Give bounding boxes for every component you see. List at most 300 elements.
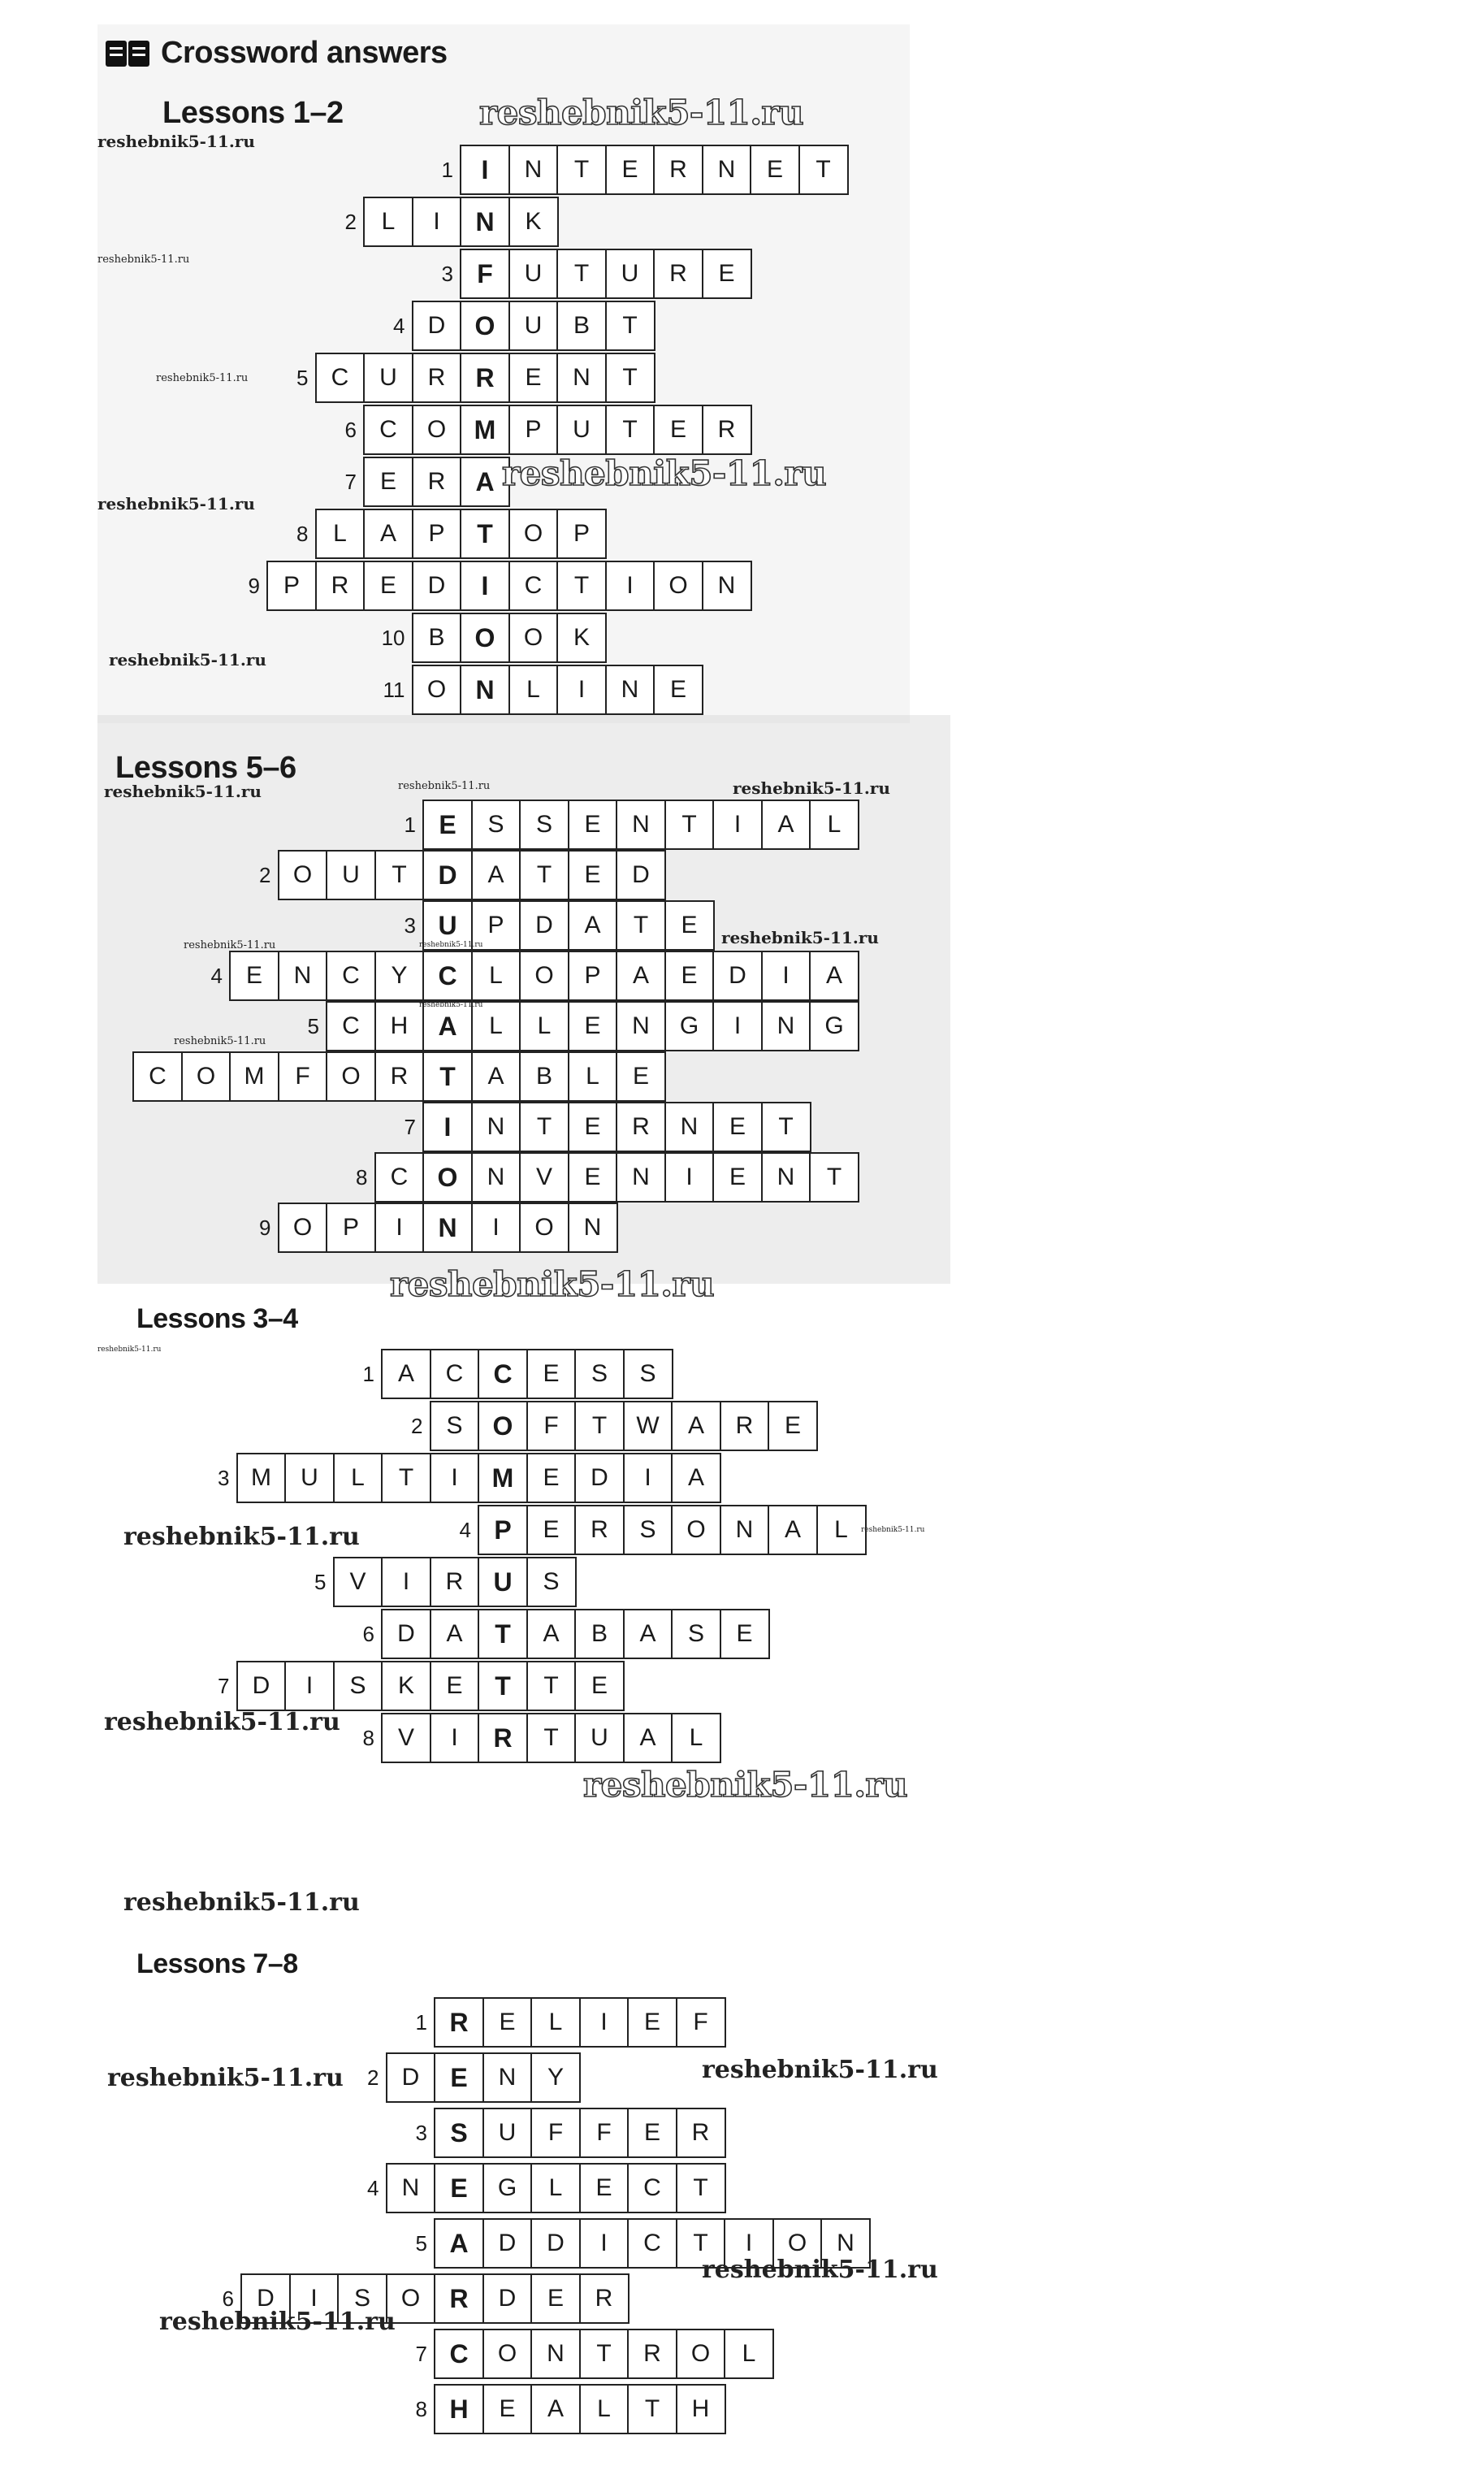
letter-cell: A [526, 1609, 577, 1659]
letter-cell: O [653, 561, 703, 611]
letter-cell: N [556, 353, 607, 403]
highlighted-letter-cell: M [478, 1453, 528, 1503]
letter-cell: C [315, 353, 366, 403]
letter-cell: D [530, 2218, 581, 2269]
clue-number: 1 [415, 2010, 427, 2035]
letter-cell: U [556, 405, 607, 455]
letter-cell: U [605, 249, 655, 299]
watermark: reshebnik5-11.ru [107, 2064, 344, 2092]
letter-cell: L [579, 2384, 630, 2434]
letter-cell: O [278, 1203, 328, 1253]
letter-cell: U [326, 850, 376, 900]
letter-cell: E [568, 850, 618, 900]
clue-number: 6 [362, 1622, 374, 1646]
watermark: reshebnik5-11.ru [419, 1001, 483, 1009]
highlighted-letter-cell: R [434, 1997, 484, 2048]
clue-number: 3 [218, 1466, 230, 1490]
highlighted-letter-cell: C [422, 951, 473, 1001]
answer-cells [326, 1001, 858, 1051]
letter-cell: L [333, 1453, 383, 1503]
letter-cell: L [471, 951, 521, 1001]
highlighted-letter-cell: O [460, 613, 510, 663]
answer-cells [381, 1609, 768, 1659]
letter-cell: N [820, 2218, 871, 2269]
letter-cell: E [526, 1453, 577, 1503]
letter-cell: I [430, 1453, 480, 1503]
clue-number: 8 [356, 1165, 368, 1190]
letter-cell: T [556, 249, 607, 299]
letter-cell: I [381, 1557, 431, 1607]
letter-cell: D [712, 951, 763, 1001]
letter-cell: H [374, 1001, 425, 1051]
highlighted-letter-cell: C [478, 1349, 528, 1399]
answer-cells [374, 1152, 858, 1203]
clue-number: 2 [344, 210, 357, 234]
answer-cells [132, 1051, 664, 1102]
letter-cell: T [374, 850, 425, 900]
letter-cell: P [556, 509, 607, 559]
letter-cell: T [381, 1453, 431, 1503]
clue-number: 3 [404, 913, 416, 938]
letter-cell: O [676, 2329, 726, 2379]
letter-cell: V [519, 1152, 569, 1203]
letter-cell: U [284, 1453, 335, 1503]
letter-cell: D [412, 561, 462, 611]
letter-cell: N [508, 145, 559, 195]
watermark: reshebnik5-11.ru [721, 928, 879, 947]
letter-cell: C [326, 1001, 376, 1051]
letter-cell: P [266, 561, 317, 611]
highlighted-letter-cell: I [422, 1102, 473, 1152]
letter-cell: T [809, 1152, 859, 1203]
letter-cell: R [676, 2108, 726, 2158]
clue-number: 8 [415, 2397, 427, 2421]
watermark: reshebnik5-11.ru [174, 1035, 266, 1047]
letter-cell: E [508, 353, 559, 403]
letter-cell: C [374, 1152, 425, 1203]
letter-cell: H [676, 2384, 726, 2434]
clue-number: 1 [441, 158, 453, 182]
letter-cell: P [508, 405, 559, 455]
letter-cell: I [605, 561, 655, 611]
clue-number: 4 [393, 314, 405, 338]
letter-cell: I [556, 665, 607, 715]
clue-number: 5 [415, 2231, 427, 2256]
watermark: reshebnik5-11.ru [184, 939, 276, 951]
answer-cells [363, 457, 508, 507]
watermark: reshebnik5-11.ru [123, 1888, 360, 1917]
clue-number: 8 [296, 522, 309, 546]
letter-cell: D [574, 1453, 625, 1503]
watermark: reshebnik5-11.ru [583, 1765, 908, 1805]
letter-cell: S [623, 1349, 673, 1399]
letter-cell: E [568, 1152, 618, 1203]
letter-cell: N [616, 1152, 666, 1203]
answer-cells [363, 405, 750, 455]
letter-cell: A [623, 1609, 673, 1659]
letter-cell: L [568, 1051, 618, 1102]
answer-cells [278, 1203, 617, 1253]
highlighted-letter-cell: O [460, 301, 510, 351]
highlighted-letter-cell: S [434, 2108, 484, 2158]
letter-cell: D [482, 2273, 533, 2324]
letter-cell: A [616, 951, 666, 1001]
clue-number: 4 [367, 2176, 379, 2200]
letter-cell: E [768, 1401, 818, 1451]
letter-cell: D [519, 900, 569, 951]
answer-cells [363, 197, 556, 247]
letter-cell: A [671, 1453, 721, 1503]
watermark: reshebnik5-11.ru [419, 941, 483, 949]
letter-cell: T [579, 2329, 630, 2379]
letter-cell: E [363, 561, 413, 611]
letter-cell: N [761, 1001, 811, 1051]
answer-cells [386, 2163, 725, 2213]
letter-cell: R [627, 2329, 677, 2379]
letter-cell: I [712, 800, 763, 850]
letter-cell: O [181, 1051, 231, 1102]
letter-cell: A [809, 951, 859, 1001]
letter-cell: S [430, 1401, 480, 1451]
letter-cell: A [471, 1051, 521, 1102]
letter-cell: O [278, 850, 328, 900]
clue-number: 3 [415, 2121, 427, 2145]
letter-cell: O [412, 405, 462, 455]
letter-cell: N [471, 1102, 521, 1152]
highlighted-letter-cell: R [460, 353, 510, 403]
letter-cell: V [381, 1713, 431, 1763]
clue-number: 3 [441, 262, 453, 286]
answer-cells [422, 800, 858, 850]
letter-cell: C [363, 405, 413, 455]
highlighted-letter-cell: O [422, 1152, 473, 1203]
highlighted-letter-cell: A [422, 1001, 473, 1051]
letter-cell: L [816, 1505, 867, 1555]
letter-cell: T [574, 1401, 625, 1451]
watermark: reshebnik5-11.ru [97, 254, 190, 266]
clue-number: 8 [362, 1726, 374, 1750]
letter-cell: I [374, 1203, 425, 1253]
highlighted-letter-cell: C [434, 2329, 484, 2379]
letter-cell: R [315, 561, 366, 611]
letter-cell: T [676, 2163, 726, 2213]
letter-cell: F [278, 1051, 328, 1102]
letter-cell: F [579, 2108, 630, 2158]
letter-cell: N [664, 1102, 715, 1152]
answer-cells [229, 951, 858, 1001]
highlighted-letter-cell: E [434, 2052, 484, 2103]
letter-cell: U [482, 2108, 533, 2158]
letter-cell: T [616, 900, 666, 951]
letter-cell: P [568, 951, 618, 1001]
letter-cell: U [508, 301, 559, 351]
letter-cell: O [412, 665, 462, 715]
letter-cell: U [508, 249, 559, 299]
letter-cell: N [761, 1152, 811, 1203]
letter-cell: E [526, 1505, 577, 1555]
letter-cell: G [809, 1001, 859, 1051]
clue-number: 1 [362, 1362, 374, 1386]
letter-cell: C [430, 1349, 480, 1399]
letter-cell: V [333, 1557, 383, 1607]
letter-cell: F [676, 1997, 726, 2048]
letter-cell: C [326, 951, 376, 1001]
highlighted-letter-cell: N [460, 665, 510, 715]
letter-cell: L [363, 197, 413, 247]
document-header [106, 36, 448, 71]
highlighted-letter-cell: O [478, 1401, 528, 1451]
letter-cell: I [289, 2273, 340, 2324]
letter-cell: E [526, 1349, 577, 1399]
answer-cells [381, 1349, 671, 1399]
watermark: reshebnik5-11.ru [104, 1708, 340, 1736]
clue-number: 5 [296, 366, 309, 390]
lessons-1-2-title: Lessons 1–2 [162, 96, 344, 130]
letter-cell: T [798, 145, 849, 195]
letter-cell: I [579, 1997, 630, 2048]
clue-number: 4 [459, 1518, 471, 1542]
highlighted-letter-cell: N [422, 1203, 473, 1253]
letter-cell: R [653, 145, 703, 195]
letter-cell: G [482, 2163, 533, 2213]
clue-number: 4 [210, 964, 223, 988]
letter-cell: O [508, 613, 559, 663]
answer-cells [412, 613, 605, 663]
letter-cell: E [482, 2384, 533, 2434]
letter-cell: R [412, 353, 462, 403]
answer-cells [434, 1997, 724, 2048]
letter-cell: O [519, 1203, 569, 1253]
answer-cells [236, 1453, 720, 1503]
answer-cells [430, 1401, 816, 1451]
letter-cell: O [671, 1505, 721, 1555]
watermark: reshebnik5-11.ru [390, 1264, 715, 1304]
clue-number: 5 [307, 1014, 319, 1038]
letter-cell: S [471, 800, 521, 850]
letter-cell: T [526, 1713, 577, 1763]
letter-cell: E [664, 951, 715, 1001]
letter-cell: A [381, 1349, 431, 1399]
letter-cell: L [519, 1001, 569, 1051]
letter-cell: E [605, 145, 655, 195]
letter-cell: E [627, 1997, 677, 2048]
letter-cell: N [605, 665, 655, 715]
highlighted-letter-cell: T [478, 1661, 528, 1711]
letter-cell: O [772, 2218, 823, 2269]
letter-cell: I [284, 1661, 335, 1711]
highlighted-letter-cell: P [478, 1505, 528, 1555]
letter-cell: T [519, 1102, 569, 1152]
letter-cell: D [236, 1661, 287, 1711]
letter-cell: U [363, 353, 413, 403]
letter-cell: S [574, 1349, 625, 1399]
clue-number: 9 [259, 1216, 271, 1240]
letter-cell: P [471, 900, 521, 951]
lessons-5-6-title: Lessons 5–6 [115, 751, 296, 785]
watermark: reshebnik5-11.ru [97, 132, 255, 151]
letter-cell: L [530, 1997, 581, 2048]
letter-cell: L [315, 509, 366, 559]
highlighted-letter-cell: A [460, 457, 510, 507]
letter-cell: A [568, 900, 618, 951]
letter-cell: L [530, 2163, 581, 2213]
letter-cell: E [568, 1001, 618, 1051]
letter-cell: O [508, 509, 559, 559]
letter-cell: N [720, 1505, 770, 1555]
highlighted-letter-cell: T [422, 1051, 473, 1102]
letter-cell: E [664, 900, 715, 951]
letter-cell: I [724, 2218, 774, 2269]
letter-cell: E [750, 145, 800, 195]
watermark: reshebnik5-11.ru [702, 2256, 938, 2284]
answer-cells [278, 850, 664, 900]
letter-cell: W [623, 1401, 673, 1451]
letter-cell: D [381, 1609, 431, 1659]
letter-cell: S [526, 1557, 577, 1607]
letter-cell: T [526, 1661, 577, 1711]
letter-cell: A [623, 1713, 673, 1763]
letter-cell: E [720, 1609, 770, 1659]
letter-cell: E [653, 665, 703, 715]
letter-cell: E [712, 1152, 763, 1203]
answer-cells [460, 249, 750, 299]
letter-cell: E [229, 951, 279, 1001]
answer-cells [434, 2384, 724, 2434]
letter-cell: E [653, 405, 703, 455]
letter-cell: E [574, 1661, 625, 1711]
watermark: reshebnik5-11.ru [479, 93, 804, 132]
answer-cells [460, 145, 846, 195]
letter-cell: I [664, 1152, 715, 1203]
letter-cell: I [471, 1203, 521, 1253]
highlighted-letter-cell: R [478, 1713, 528, 1763]
clue-number: 7 [415, 2342, 427, 2366]
letter-cell: M [236, 1453, 287, 1503]
watermark: reshebnik5-11.ru [398, 780, 491, 792]
letter-cell: R [653, 249, 703, 299]
letter-cell: I [712, 1001, 763, 1051]
letter-cell: L [508, 665, 559, 715]
clue-number [80, 1051, 126, 1102]
document-title: Crossword answers [161, 36, 448, 70]
letter-cell: R [720, 1401, 770, 1451]
letter-cell: S [337, 2273, 387, 2324]
letter-cell: O [326, 1051, 376, 1102]
highlighted-letter-cell: R [434, 2273, 484, 2324]
letter-cell: N [482, 2052, 533, 2103]
letter-cell: N [278, 951, 328, 1001]
clue-number: 9 [248, 574, 260, 598]
answer-cells [386, 2052, 579, 2103]
letter-cell: A [430, 1609, 480, 1659]
letter-cell: F [530, 2108, 581, 2158]
answer-cells [236, 1661, 623, 1711]
letter-cell: C [627, 2163, 677, 2213]
letter-cell: R [574, 1505, 625, 1555]
letter-cell: B [556, 301, 607, 351]
letter-cell: E [616, 1051, 666, 1102]
letter-cell: R [430, 1557, 480, 1607]
letter-cell: K [381, 1661, 431, 1711]
letter-cell: I [579, 2218, 630, 2269]
watermark: reshebnik5-11.ru [104, 782, 262, 801]
letter-cell: R [374, 1051, 425, 1102]
letter-cell: L [671, 1713, 721, 1763]
clue-number: 6 [222, 2286, 234, 2311]
answer-cells [434, 2108, 724, 2158]
letter-cell: B [412, 613, 462, 663]
letter-cell: E [579, 2163, 630, 2213]
clue-number: 7 [404, 1115, 416, 1139]
letter-cell: S [333, 1661, 383, 1711]
letter-cell: B [574, 1609, 625, 1659]
letter-cell: R [412, 457, 462, 507]
letter-cell: I [623, 1453, 673, 1503]
letter-cell: T [627, 2384, 677, 2434]
letter-cell: C [508, 561, 559, 611]
clue-number: 7 [344, 470, 357, 494]
letter-cell: S [519, 800, 569, 850]
letter-cell: N [386, 2163, 436, 2213]
letter-cell: K [556, 613, 607, 663]
clue-number: 2 [367, 2065, 379, 2090]
letter-cell: U [574, 1713, 625, 1763]
watermark: reshebnik5-11.ru [97, 1346, 162, 1354]
letter-cell: R [616, 1102, 666, 1152]
letter-cell: P [412, 509, 462, 559]
letter-cell: A [671, 1401, 721, 1451]
watermark: reshebnik5-11.ru [123, 1523, 360, 1551]
watermark: reshebnik5-11.ru [861, 1526, 925, 1534]
highlighted-letter-cell: D [422, 850, 473, 900]
letter-cell: N [568, 1203, 618, 1253]
watermark: reshebnik5-11.ru [109, 650, 266, 670]
answer-cells [434, 2329, 772, 2379]
letter-cell: T [556, 145, 607, 195]
highlighted-letter-cell: H [434, 2384, 484, 2434]
letter-cell: R [702, 405, 752, 455]
letter-cell: R [579, 2273, 630, 2324]
letter-cell: O [386, 2273, 436, 2324]
letter-cell: E [430, 1661, 480, 1711]
clue-number: 1 [404, 813, 416, 837]
letter-cell: T [519, 850, 569, 900]
lessons-7-8-title: Lessons 7–8 [136, 1948, 298, 1979]
letter-cell: C [627, 2218, 677, 2269]
letter-cell: N [616, 1001, 666, 1051]
answer-cells [422, 1102, 809, 1152]
letter-cell: E [568, 1102, 618, 1152]
letter-cell: L [471, 1001, 521, 1051]
answer-cells [315, 509, 605, 559]
letter-cell: T [664, 800, 715, 850]
letter-cell: Y [374, 951, 425, 1001]
lessons-3-4-title: Lessons 3–4 [136, 1303, 298, 1334]
letter-cell: Y [530, 2052, 581, 2103]
book-icon [106, 37, 151, 70]
answer-cells [333, 1557, 575, 1607]
letter-cell: S [623, 1505, 673, 1555]
highlighted-letter-cell: I [460, 145, 510, 195]
letter-cell: D [240, 2273, 291, 2324]
clue-number: 11 [383, 678, 405, 702]
letter-cell: A [363, 509, 413, 559]
letter-cell: N [616, 800, 666, 850]
highlighted-letter-cell: I [460, 561, 510, 611]
letter-cell: A [761, 800, 811, 850]
clue-number: 7 [218, 1674, 230, 1698]
answer-cells [478, 1505, 864, 1555]
